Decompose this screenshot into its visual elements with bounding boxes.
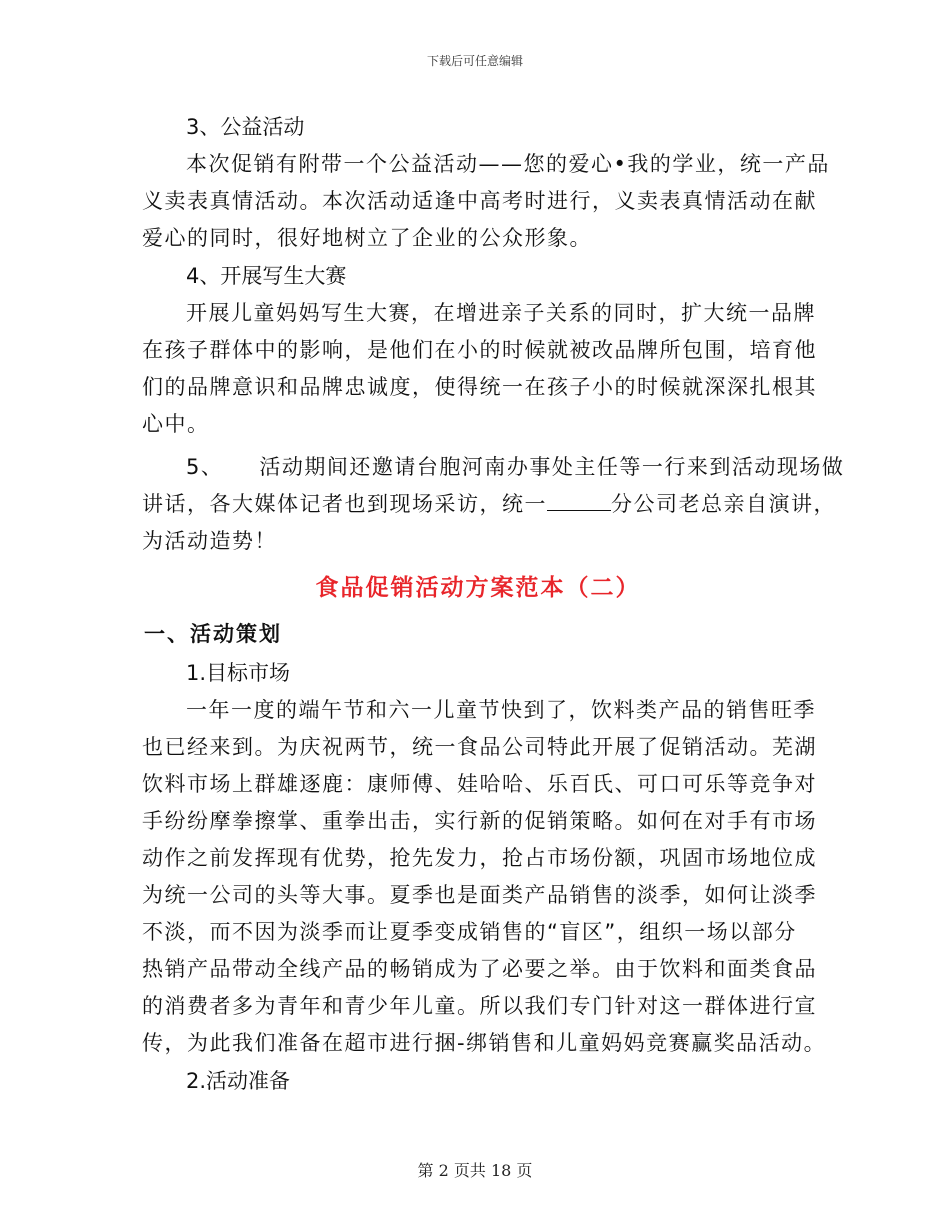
paragraph-line: 一年一度的端午节和六一儿童节快到了，饮料类产品的销售旺季 [186, 698, 816, 722]
paragraph-line: 们的品牌意识和品牌忠诚度，使得统一在孩子小的时候就深深扎根其 [142, 375, 817, 399]
paragraph-line [142, 486, 836, 523]
subsection-2-heading: 2.活动准备 [186, 1069, 291, 1093]
document-body [142, 108, 845, 1100]
page-header: 下载后可任意编辑 [426, 54, 523, 68]
paragraph-line: 为活动造势！ [142, 529, 277, 553]
paragraph-line: 开展儿童妈妈写生大赛，在增进亲子关系的同时，扩大统一品牌 [186, 301, 816, 325]
section-4-paragraph [142, 295, 817, 443]
part-1-heading: 一、活动策划 [144, 622, 282, 646]
paragraph-line: 也已经来到。为庆祝两节，统一食品公司特此开展了促销活动。芜湖 [142, 735, 817, 759]
paragraph-line: 的消费者多为青年和青少年儿童。所以我们专门针对这一群体进行宣 [142, 994, 817, 1018]
section-5-text: 活动期间还邀请台胞河南办事处主任等一行来到活动现场做 [259, 455, 845, 479]
document-title: 食品促销活动方案范本（二） [315, 575, 641, 601]
paragraph-line: 心中。 [142, 412, 210, 436]
section-4-heading: 4、开展写生大赛 [186, 264, 347, 288]
page-number: 第 2 页共 18 页 [417, 1161, 533, 1180]
paragraph-line: 动作之前发挥现有优势，抢先发力，抢占市场份额，巩固市场地位成 [142, 846, 817, 870]
paragraph-line: 爱心的同时，很好地树立了企业的公众形象。 [142, 226, 592, 250]
section-5-number: 5、 [186, 455, 224, 479]
section-3-paragraph [142, 146, 830, 257]
section-3-heading: 3、公益活动 [186, 115, 305, 139]
subsection-1-paragraph [142, 692, 827, 1062]
paragraph-line: 为统一公司的头等大事。夏季也是面类产品销售的淡季，如何让淡季 [142, 883, 817, 907]
paragraph-line: 不淡，而不因为淡季而让夏季变成销售的“盲区”，组织一场以部分 [142, 920, 797, 944]
paragraph-line [142, 449, 845, 486]
paragraph-line: 义卖表真情活动。本次活动适逢中高考时进行，义卖表真情活动在献 [142, 189, 817, 213]
subsection-1-heading: 1.目标市场 [186, 661, 291, 685]
paragraph-line: 本次促销有附带一个公益活动——您的爱心•我的学业，统一产品 [186, 152, 830, 176]
paragraph-line: 手纷纷摩拳擦掌、重拳出击，实行新的促销策略。如何在对手有市场 [142, 809, 817, 833]
paragraph-line: 在孩子群体中的影响，是他们在小的时候就被改品牌所包围，培育他 [142, 338, 817, 362]
paragraph-line: 饮料市场上群雄逐鹿：康师傅、娃哈哈、乐百氏、可口可乐等竞争对 [142, 772, 817, 796]
paragraph-line: 热销产品带动全线产品的畅销成为了必要之举。由于饮料和面类食品 [142, 957, 817, 981]
section-5-text-before-blank: 讲话，各大媒体记者也到现场采访，统一 [142, 492, 547, 516]
section-5-paragraph [142, 449, 845, 560]
paragraph-line: 传，为此我们准备在超市进行捆-绑销售和儿童妈妈竞赛赢奖品活动。 [142, 1031, 827, 1055]
section-5-text-after-blank: 分公司老总亲自演讲， [611, 492, 836, 516]
fill-in-blank [547, 492, 611, 511]
